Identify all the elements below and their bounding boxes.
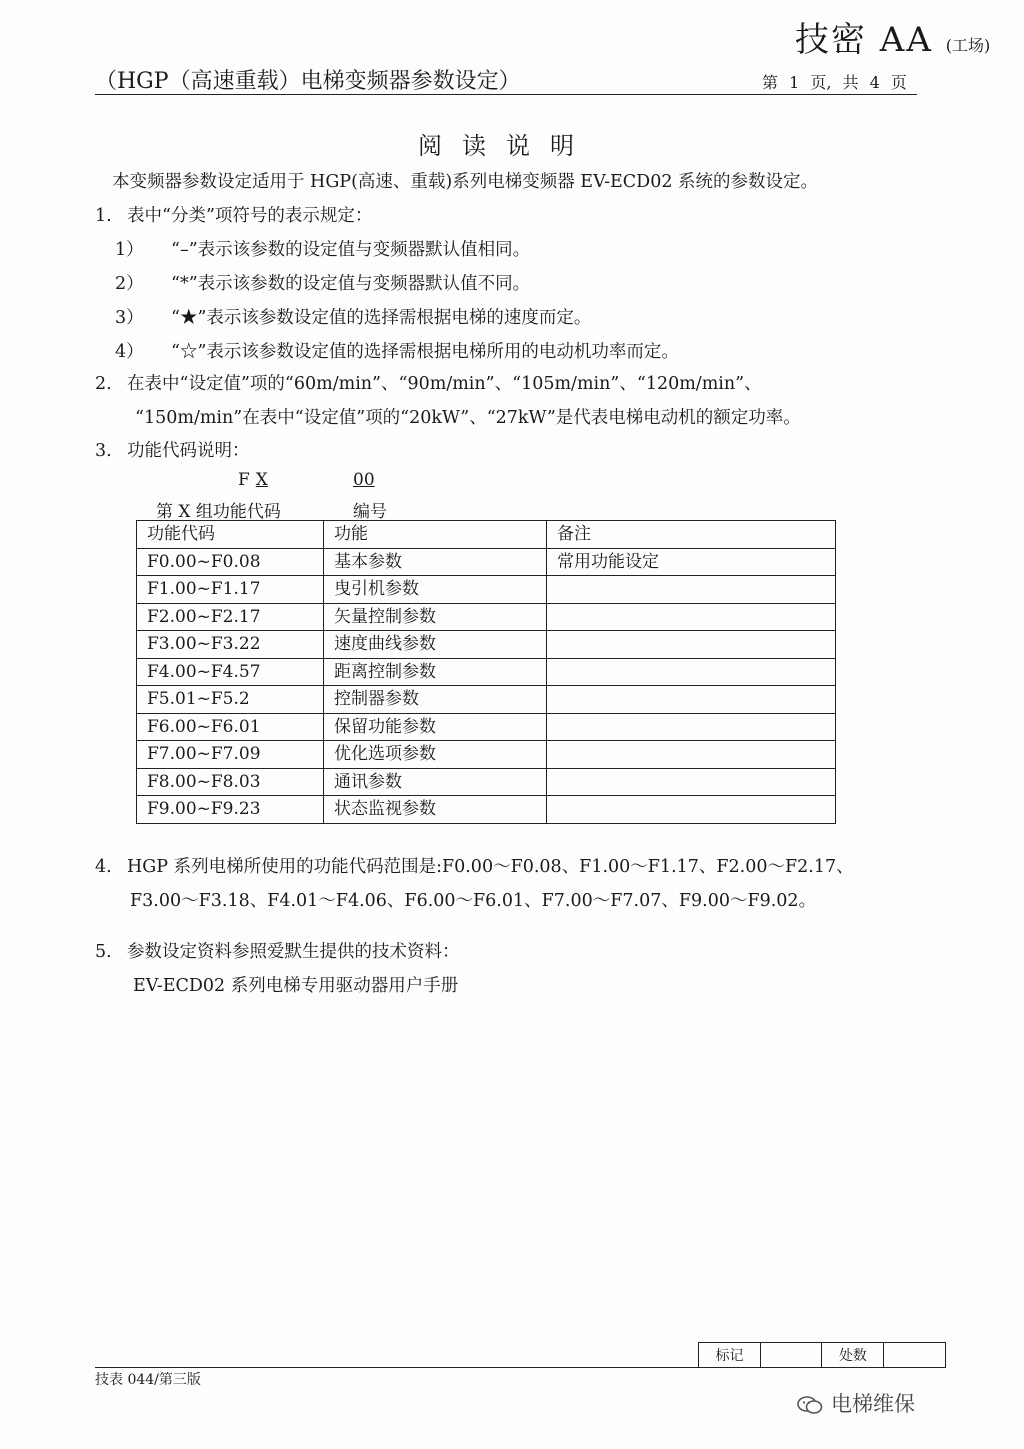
header-cell: 备注 <box>547 521 836 549</box>
function-name-cell: 通讯参数 <box>324 768 547 796</box>
table-row <box>137 576 836 604</box>
function-name-cell: 基本参数 <box>324 548 547 576</box>
sub-item-number: 1） <box>115 240 144 260</box>
item-text: 在表中“设定值”项的“60m/min”、“90m/min”、“105m/min”、“120m/min”、 <box>127 374 762 394</box>
table-row <box>137 713 836 741</box>
table-row <box>137 741 836 769</box>
function-name-cell: 控制器参数 <box>324 686 547 714</box>
item-4-continuation: F3.00～F3.18、F4.01～F4.06、F6.00～F6.01、F7.00～F7.07、F9.00～F9.02。 <box>130 891 817 911</box>
mark-value <box>760 1343 822 1368</box>
reference-manual: EV-ECD02 系列电梯专用驱动器用户手册 <box>133 976 459 996</box>
function-code-cell: F9.00~F9.23 <box>137 796 324 824</box>
sub-item-text: “*”表示该参数的设定值与变频器默认值不同。 <box>171 274 531 294</box>
function-name-cell: 保留功能参数 <box>324 713 547 741</box>
remark-cell <box>547 603 836 631</box>
item-number: 4. <box>95 857 112 877</box>
item-2 <box>95 370 762 395</box>
header-divider <box>95 94 917 95</box>
function-name-cell: 优化选项参数 <box>324 741 547 769</box>
table-row <box>137 686 836 714</box>
header-cell: 功能代码 <box>137 521 324 549</box>
item-text: 参数设定资料参照爱默生提供的技术资料： <box>127 942 460 962</box>
table-row <box>137 548 836 576</box>
function-code-cell: F3.00~F3.22 <box>137 631 324 659</box>
sub-item-text: “★”表示该参数设定值的选择需根据电梯的速度而定。 <box>171 308 592 328</box>
watermark-text: 电梯维保 <box>831 1392 915 1416</box>
table-row <box>137 658 836 686</box>
remark-cell <box>547 768 836 796</box>
item-number: 5. <box>95 942 112 962</box>
table-row <box>137 631 836 659</box>
table-row <box>137 603 836 631</box>
table-row <box>137 768 836 796</box>
code-letter: F <box>238 470 250 490</box>
item-5 <box>95 938 460 963</box>
item-number: 1. <box>95 206 112 226</box>
remark-cell <box>547 576 836 604</box>
page-title: 阅读说明 <box>418 132 594 160</box>
remark-cell <box>547 796 836 824</box>
item-number: 3. <box>95 441 112 461</box>
function-name-cell: 距离控制参数 <box>324 658 547 686</box>
confidential-mark <box>795 12 990 61</box>
revision-mark-table <box>698 1342 946 1368</box>
sub-item-number: 3） <box>115 308 144 328</box>
header-title: （HGP（高速重载）电梯变频器参数设定） <box>95 69 521 94</box>
code-prefix <box>238 470 268 490</box>
page-number: 第 1 页, 共 4 页 <box>762 73 907 92</box>
table-row <box>137 796 836 824</box>
item-text: 表中“分类”项符号的表示规定： <box>127 206 373 226</box>
code-group-label: 第 X 组功能代码 <box>156 502 281 522</box>
function-code-cell: F1.00~F1.17 <box>137 576 324 604</box>
footer-divider <box>95 1367 946 1368</box>
confidential-department: (工场) <box>945 36 991 55</box>
sub-item-text: “☆”表示该参数设定值的选择需根据电梯所用的电动机功率而定。 <box>171 342 679 362</box>
wechat-icon <box>797 1395 823 1415</box>
form-number: 技表 044/第三版 <box>95 1372 201 1388</box>
function-code-cell: F5.01~F5.2 <box>137 686 324 714</box>
item-1 <box>95 202 372 227</box>
sub-item <box>115 236 530 261</box>
item-2-continuation: “150m/min”在表中“设定值”项的“20kW”、“27kW”是代表电梯电动机的额定功率。 <box>135 408 801 428</box>
remark-cell <box>547 658 836 686</box>
remark-cell: 常用功能设定 <box>547 548 836 576</box>
function-name-cell: 状态监视参数 <box>324 796 547 824</box>
function-name-cell: 速度曲线参数 <box>324 631 547 659</box>
remark-cell <box>547 631 836 659</box>
sub-item-number: 4） <box>115 342 144 362</box>
function-name-cell: 矢量控制参数 <box>324 603 547 631</box>
function-code-cell: F2.00~F2.17 <box>137 603 324 631</box>
confidential-level: 技密 AA <box>795 20 933 60</box>
item-text: HGP 系列电梯所使用的功能代码范围是:F0.00～F0.08、F1.00～F1.17、F2.00～F2.17、 <box>127 857 854 877</box>
table-header-row <box>137 521 836 549</box>
code-number-label: 编号 <box>353 502 387 522</box>
code-number: 00 <box>353 470 375 490</box>
mark-label: 标记 <box>699 1343 761 1368</box>
sub-item-text: “–”表示该参数的设定值与变频器默认值相同。 <box>171 240 531 260</box>
function-code-cell: F0.00~F0.08 <box>137 548 324 576</box>
count-value <box>884 1343 946 1368</box>
function-code-cell: F7.00~F7.09 <box>137 741 324 769</box>
item-text: 功能代码说明： <box>127 441 250 461</box>
function-code-cell: F8.00~F8.03 <box>137 768 324 796</box>
sub-item <box>115 304 591 329</box>
code-group-letter: X <box>255 470 268 490</box>
remark-cell <box>547 686 836 714</box>
sub-item <box>115 338 679 363</box>
remark-cell <box>547 741 836 769</box>
function-code-cell: F4.00~F4.57 <box>137 658 324 686</box>
item-3 <box>95 437 250 462</box>
sub-item <box>115 270 530 295</box>
remark-cell <box>547 713 836 741</box>
function-code-table <box>136 520 836 824</box>
header-cell: 功能 <box>324 521 547 549</box>
function-code-cell: F6.00~F6.01 <box>137 713 324 741</box>
item-number: 2. <box>95 374 112 394</box>
count-label: 处数 <box>822 1343 884 1368</box>
item-4 <box>95 853 854 878</box>
intro-paragraph: 本变频器参数设定适用于 HGP(高速、重载)系列电梯变频器 EV-ECD02 系统的参数设定。 <box>112 172 819 192</box>
sub-item-number: 2） <box>115 274 144 294</box>
watermark <box>797 1388 915 1418</box>
function-name-cell: 曳引机参数 <box>324 576 547 604</box>
